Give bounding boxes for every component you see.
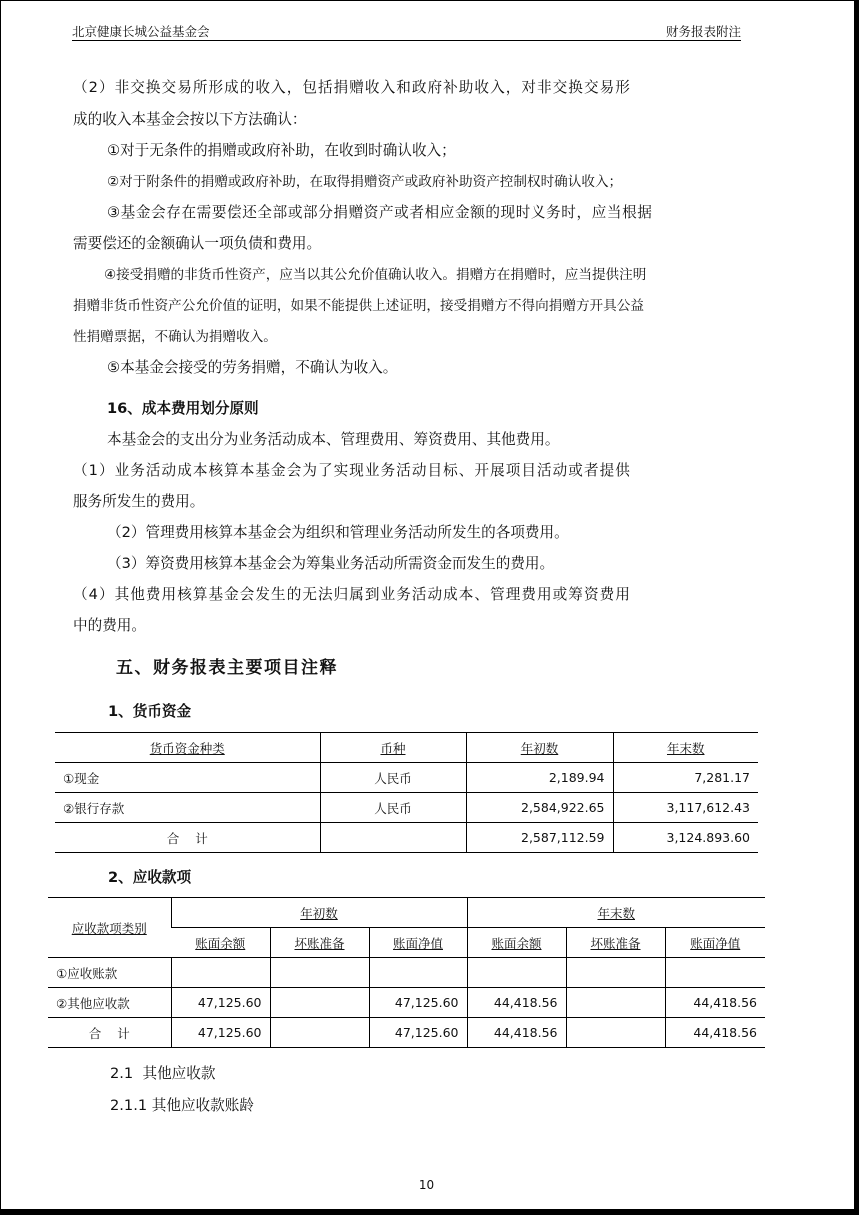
table-cell: ①现金 — [55, 763, 320, 793]
table-cell: 2,587,112.59 — [466, 823, 613, 853]
para-expense-4a: （4）其他费用核算基金会发生的无法归属到业务活动成本、管理费用或筹资费用 — [73, 586, 631, 603]
para-item-5: ⑤本基金会接受的劳务捐赠，不确认为收入。 — [107, 359, 398, 376]
header-org-name: 北京健康长城公益基金会 — [72, 24, 210, 39]
page-number: 10 — [418, 1178, 435, 1192]
section-title: 五、财务报表主要项目注释 — [116, 658, 338, 678]
table-cell — [270, 988, 369, 1018]
para-item-4b: 捐赠非货币性资产公允价值的证明，如果不能提供上述证明，接受捐赠方不得向捐赠方开具公益 — [73, 298, 644, 314]
table-cell: ①应收账款 — [48, 958, 171, 988]
para-item-4c: 性捐赠票据，不确认为捐赠收入。 — [73, 329, 277, 345]
table-total-row — [48, 1018, 765, 1048]
table-row — [48, 988, 765, 1018]
table-cell — [566, 1018, 665, 1048]
para-expense-3: （3）筹资费用核算本基金会为筹集业务活动所需资金而发生的费用。 — [107, 555, 555, 572]
table-cell — [566, 958, 665, 988]
group-header-closing: 年末数 — [467, 898, 765, 928]
table-cell: 2,584,922.65 — [466, 793, 613, 823]
cash-table — [55, 732, 758, 853]
heading-receivables: 2、应收款项 — [108, 869, 192, 886]
table-cell: 47,125.60 — [171, 1018, 270, 1048]
table-row — [55, 763, 758, 793]
para-expense-2: （2）管理费用核算本基金会为组织和管理业务活动所发生的各项费用。 — [107, 524, 569, 541]
table-cell — [467, 958, 566, 988]
col-header: 坏账准备 — [270, 928, 369, 958]
table-cell — [270, 958, 369, 988]
table-cell: ②其他应收款 — [48, 988, 171, 1018]
table-cell: 47,125.60 — [171, 988, 270, 1018]
col-header: 货币资金种类 — [55, 733, 320, 763]
table-cell — [566, 988, 665, 1018]
receivables-table — [48, 897, 765, 1048]
table-cell: 44,418.56 — [467, 1018, 566, 1048]
para-expense-4b: 中的费用。 — [73, 617, 146, 634]
col-header: 年末数 — [613, 733, 758, 763]
table-cell: 44,418.56 — [665, 1018, 765, 1048]
col-header: 账面净值 — [665, 928, 765, 958]
table-cell: ②银行存款 — [55, 793, 320, 823]
col-header: 账面余额 — [171, 928, 270, 958]
group-header-opening: 年初数 — [171, 898, 467, 928]
table-cell: 人民币 — [320, 793, 466, 823]
table-header-row — [48, 898, 765, 928]
col-header: 账面净值 — [369, 928, 467, 958]
header-doc-title: 财务报表附注 — [665, 24, 741, 39]
table-cell: 44,418.56 — [665, 988, 765, 1018]
table-cell — [171, 958, 270, 988]
table-cell — [320, 823, 466, 853]
heading-cash: 1、货币资金 — [108, 703, 192, 720]
col-header: 年初数 — [466, 733, 613, 763]
para-item-3b: 需要偿还的金额确认一项负债和费用。 — [73, 235, 322, 252]
para-noncash-income-2: 成的收入本基金会按以下方法确认： — [73, 111, 307, 128]
table-cell: 7,281.17 — [613, 763, 758, 793]
table-cell — [369, 958, 467, 988]
col-header: 坏账准备 — [566, 928, 665, 958]
col-header: 币种 — [320, 733, 466, 763]
header-rule — [72, 40, 741, 41]
subheading-2-1-1: 2.1.1 其他应收款账龄 — [110, 1097, 254, 1114]
table-row — [55, 793, 758, 823]
table-cell — [665, 958, 765, 988]
para-item-1: ①对于无条件的捐赠或政府补助，在收到时确认收入； — [107, 142, 456, 159]
para-item-4a: ④接受捐赠的非货币性资产，应当以其公允价值确认收入。捐赠方在捐赠时，应当提供注明 — [104, 267, 647, 283]
table-cell: 3,124.893.60 — [613, 823, 758, 853]
table-cell: 合 计 — [55, 823, 320, 853]
heading-16: 16、成本费用划分原则 — [107, 400, 259, 417]
para-item-2: ②对于附条件的捐赠或政府补助，在取得捐赠资产或政府补助资产控制权时确认收入； — [107, 174, 623, 190]
para-expense-1a: （1）业务活动成本核算本基金会为了实现业务活动目标、开展项目活动或者提供 — [73, 462, 631, 479]
table-total-row — [55, 823, 758, 853]
table-cell: 44,418.56 — [467, 988, 566, 1018]
table-header-row — [55, 733, 758, 763]
table-cell: 人民币 — [320, 763, 466, 793]
table-row — [48, 958, 765, 988]
table-cell: 合 计 — [48, 1018, 171, 1048]
table-cell — [270, 1018, 369, 1048]
table-cell: 2,189.94 — [466, 763, 613, 793]
col-header-category: 应收款项类别 — [71, 920, 147, 936]
para-item-3a: ③基金会存在需要偿还全部或部分捐赠资产或者相应金额的现时义务时，应当根据 — [107, 204, 653, 221]
para-expense-intro: 本基金会的支出分为业务活动成本、管理费用、筹资费用、其他费用。 — [107, 431, 560, 448]
table-cell: 47,125.60 — [369, 988, 467, 1018]
para-noncash-income-1: （2）非交换交易所形成的收入，包括捐赠收入和政府补助收入，对非交换交易形 — [73, 79, 631, 96]
subheading-2-1: 2.1 其他应收款 — [110, 1065, 216, 1082]
para-expense-1b: 服务所发生的费用。 — [73, 493, 205, 510]
table-cell: 47,125.60 — [369, 1018, 467, 1048]
col-header: 账面余额 — [467, 928, 566, 958]
table-cell: 3,117,612.43 — [613, 793, 758, 823]
